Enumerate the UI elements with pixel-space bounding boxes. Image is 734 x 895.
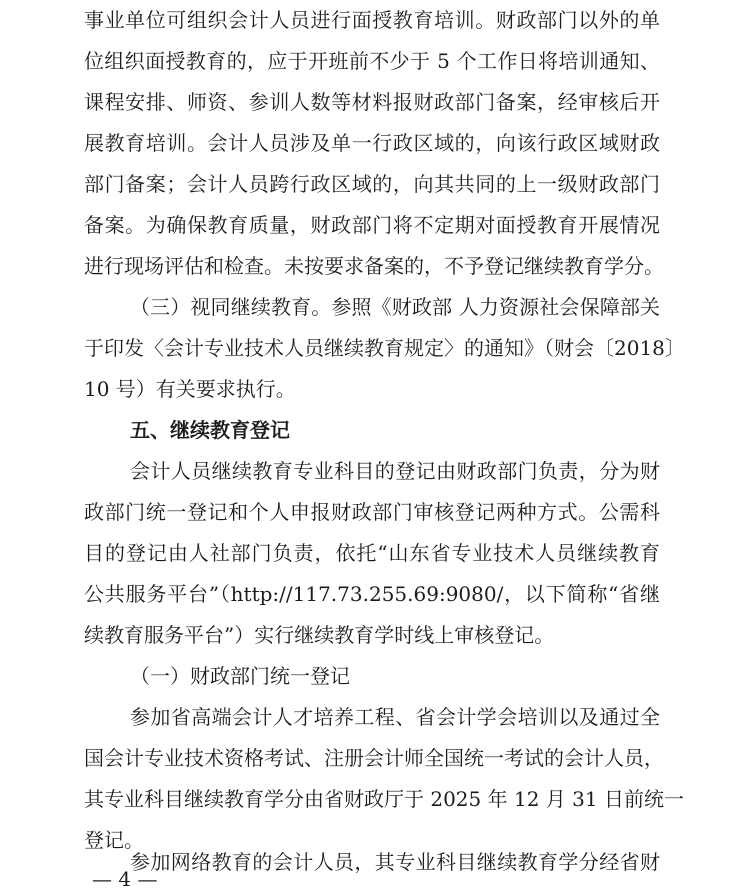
body-text-line: 部门备案；会计人员跨行政区域的，向其共同的上一级财政部门 bbox=[84, 172, 660, 196]
body-text-line: 备案。为确保教育质量，财政部门将不定期对面授教育开展情况 bbox=[84, 213, 660, 237]
body-text-line: 进行现场评估和检查。未按要求备案的，不予登记继续教育学分。 bbox=[84, 254, 664, 278]
body-text-line: 目的登记由人社部门负责，依托“山东省专业技术人员继续教育 bbox=[84, 541, 660, 565]
section-heading: 五、继续教育登记 bbox=[130, 418, 290, 442]
body-text-line: 续教育服务平台”）实行继续教育学时线上审核登记。 bbox=[84, 623, 555, 647]
body-text-line: 课程安排、师资、参训人数等材料报财政部门备案，经审核后开 bbox=[84, 90, 660, 114]
body-text-line: 登记。 bbox=[84, 828, 144, 852]
body-text-line: 于印发〈会计专业技术人员继续教育规定〉的通知》（财会〔2018〕 bbox=[84, 336, 685, 360]
body-text-line: 国会计专业技术资格考试、注册会计师全国统一考试的会计人员， bbox=[84, 746, 664, 770]
body-text-line: 位组织面授教育的，应于开班前不少于 5 个工作日将培训通知、 bbox=[84, 49, 660, 73]
body-text-line: 其专业科目继续教育学分由省财政厅于 2025 年 12 月 31 日前统一 bbox=[84, 787, 684, 811]
body-text-line: 公共服务平台”（http://117.73.255.69:9080/，以下简称“省继 bbox=[84, 582, 660, 606]
body-text-line: 参加网络教育的会计人员，其专业科目继续教育学分经省财 bbox=[130, 850, 660, 874]
subsection-paragraph-line: （三）视同继续教育。参照《财政部 人力资源社会保障部关 bbox=[130, 295, 660, 319]
subsection-heading: （一）财政部门统一登记 bbox=[130, 664, 350, 688]
body-text-line: 参加省高端会计人才培养工程、省会计学会培训以及通过全 bbox=[130, 705, 660, 729]
body-text-line: 会计人员继续教育专业科目的登记由财政部门负责，分为财 bbox=[130, 459, 660, 483]
body-text-line: 政部门统一登记和个人申报财政部门审核登记两种方式。公需科 bbox=[84, 500, 660, 524]
page-number: — 4 — bbox=[92, 867, 158, 891]
body-text-line: 10 号）有关要求执行。 bbox=[84, 377, 296, 401]
body-text-line: 展教育培训。会计人员涉及单一行政区域的，向该行政区域财政 bbox=[84, 131, 660, 155]
body-text-line: 事业单位可组织会计人员进行面授教育培训。财政部门以外的单 bbox=[84, 8, 660, 32]
